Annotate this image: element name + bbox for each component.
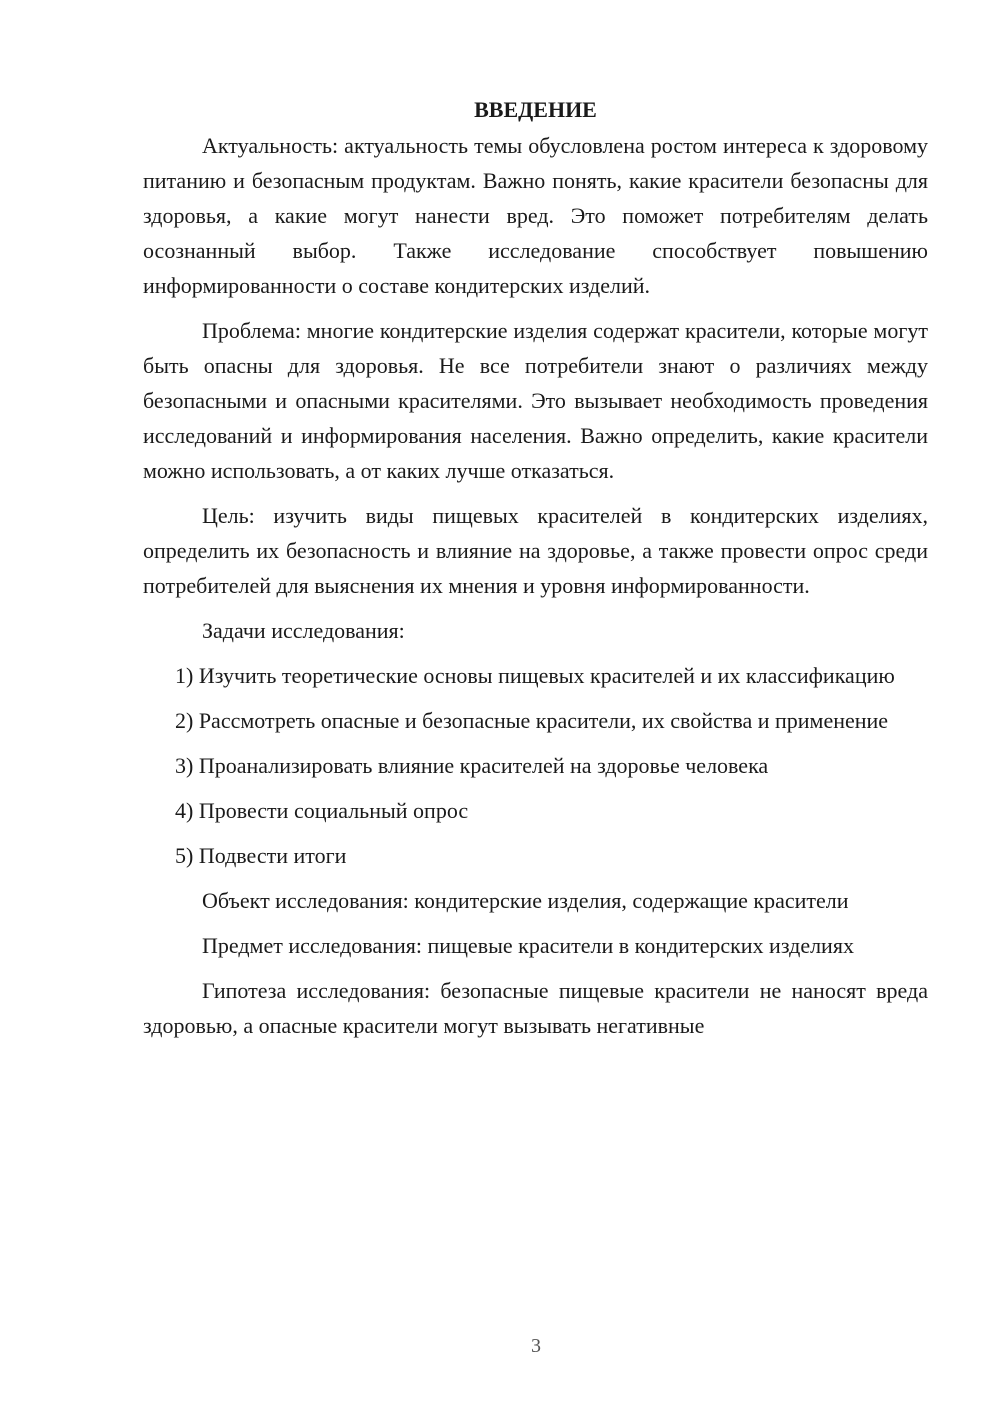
subject-paragraph: Предмет исследования: пищевые красители в кондитерских изделиях — [202, 933, 854, 958]
task-item-2: 2) Рассмотреть опасные и безопасные красители, их свойства и применение — [175, 708, 889, 733]
relevance-paragraph: Актуальность: актуальность темы обусловлена ростом интереса к здоровому питанию и безопасным продуктам. Важно понять, какие красители безопасны для здоровья, а какие могут нанести вред. Это поможет потребителям делать осознанный выбор. Также исследование способствует повышению информированности о составе кондитерских изделий. — [143, 133, 928, 298]
task-item-1: 1) Изучить теоретические основы пищевых красителей и их классификацию — [175, 663, 895, 688]
page-content — [143, 92, 928, 1053]
problem-paragraph: Проблема: многие кондитерские изделия содержат красители, которые могут быть опасны для здоровья. Не все потребители знают о различиях между безопасными и опасными красителями. Это вызывает необходимость проведения исследований и информирования населения. Важно определить, какие красители можно использовать, а от каких лучше отказаться. — [143, 318, 928, 483]
goal-paragraph: Цель: изучить виды пищевых красителей в кондитерских изделиях, определить их безопасность и влияние на здоровье, а также провести опрос среди потребителей для выяснения их мнения и уровня информированности. — [143, 503, 928, 598]
page-number: 3 — [531, 1335, 541, 1357]
section-heading: ВВЕДЕНИЕ — [474, 97, 597, 122]
task-item-5: 5) Подвести итоги — [175, 843, 347, 868]
tasks-title: Задачи исследования: — [202, 618, 405, 643]
object-paragraph: Объект исследования: кондитерские изделия, содержащие красители — [202, 888, 849, 913]
hypothesis-paragraph: Гипотеза исследования: безопасные пищевые красители не наносят вреда здоровью, а опасные красители могут вызывать негативные — [143, 978, 928, 1038]
task-item-3: 3) Проанализировать влияние красителей на здоровье человека — [175, 753, 769, 778]
task-item-4: 4) Провести социальный опрос — [175, 798, 469, 823]
